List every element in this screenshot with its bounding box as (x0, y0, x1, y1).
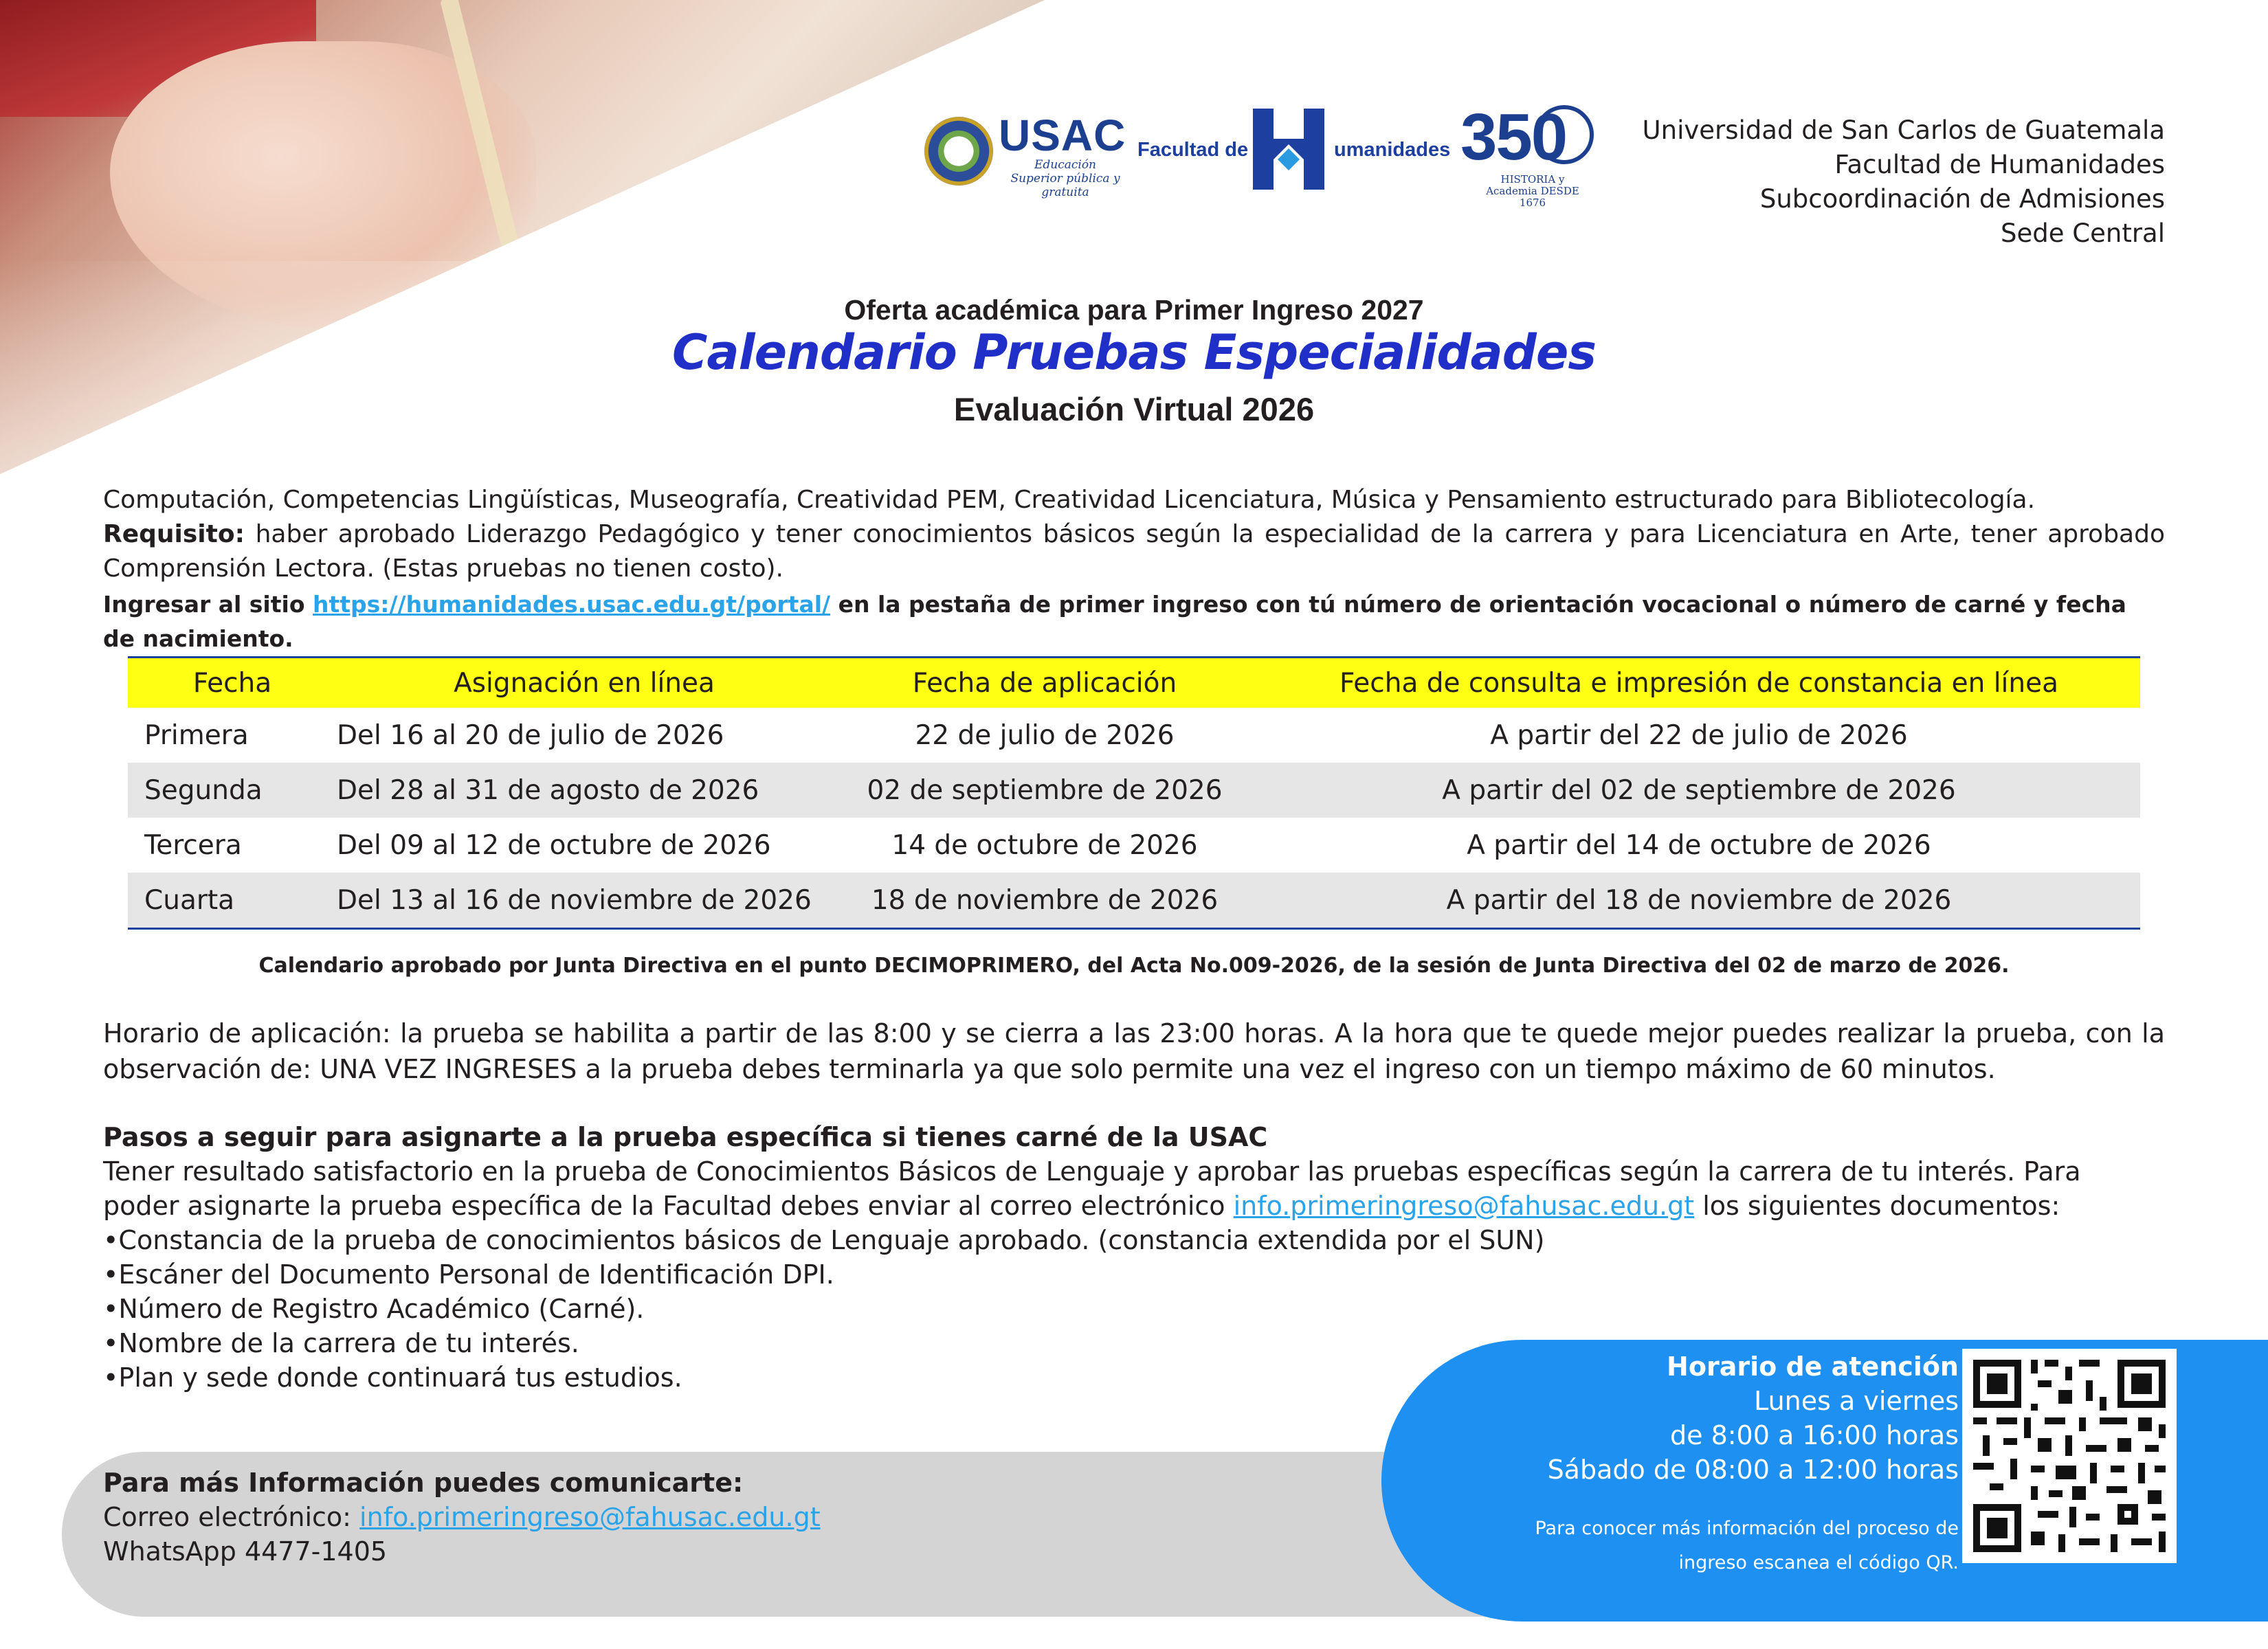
table-cell: A partir del 02 de septiembre de 2026 (1258, 763, 2140, 818)
attention-line: de 8:00 a 16:00 horas (1670, 1420, 1959, 1450)
table-cell: Del 13 al 16 de noviembre de 2026 (337, 873, 832, 929)
humanidades-logo-right: umanidades (1334, 139, 1451, 161)
qr-code-icon[interactable] (1962, 1349, 2177, 1563)
steps-text (103, 1154, 2165, 1223)
contact-email-link[interactable]: info.primeringreso@fahusac.edu.gt (359, 1502, 821, 1532)
table-cell: Del 28 al 31 de agosto de 2026 (337, 763, 832, 818)
title-calendario: Calendario Pruebas Especialidades (672, 324, 1596, 381)
title-oferta: Oferta académica para Primer Ingreso 2027 (844, 294, 1424, 326)
anniversary-number: 350 (1460, 100, 1567, 174)
table-cell: 02 de septiembre de 2026 (832, 763, 1258, 818)
qr-note (1535, 1512, 1959, 1580)
contact-email-label: Correo electrónico: (103, 1502, 360, 1532)
attention-line: Lunes a viernes (1754, 1386, 1959, 1416)
contact-whatsapp: WhatsApp 4477-1405 (103, 1536, 388, 1567)
table-cell: 18 de noviembre de 2026 (832, 873, 1258, 929)
intro-section (103, 483, 2165, 656)
contact-email-line (103, 1500, 821, 1534)
table-row (128, 818, 2140, 873)
table-row (128, 763, 2140, 818)
title-evaluacion: Evaluación Virtual 2026 (953, 391, 1315, 427)
institution-line: Facultad de Humanidades (1834, 150, 2165, 179)
table-cell: 22 de julio de 2026 (915, 719, 1175, 751)
table-cell: A partir del 22 de julio de 2026 (1490, 719, 1908, 751)
usac-logo (924, 110, 1131, 199)
list-item: • Número de Registro Académico (Carné). (103, 1292, 2165, 1326)
attention-heading: Horario de atención (1667, 1351, 1959, 1382)
list-item: • Plan y sede donde continuará tus estudios. (103, 1360, 2165, 1395)
application-schedule: Horario de aplicación: la prueba se habilita a partir de las 8:00 y se cierra a las 23:00 horas. A la hora que te quede mejor puedes realizar la prueba, con la observación de: UNA VEZ INGRESES a la prueba debes terminarla ya que solo permite una vez el ingreso con un tiempo máximo de 60 minutos. (103, 1018, 2165, 1084)
table-cell: Tercera (144, 829, 242, 861)
tests-list: Computación, Competencias Lingüísticas, Museografía, Creatividad PEM, Creatividad Licenciatura, Música y Pensamiento estructurado para Bibliotecología. (103, 486, 2036, 514)
institution-line: Universidad de San Carlos de Guatemala (1642, 115, 2165, 145)
usac-wordmark: USAC (999, 111, 1126, 160)
column-header: Fecha de consulta e impresión de constancia en línea (1258, 658, 2140, 708)
contact-heading: Para más Información puedes comunicarte: (103, 1468, 744, 1498)
column-header: Asignación en línea (337, 658, 832, 708)
table-cell: 14 de octubre de 2026 (891, 829, 1198, 861)
humanidades-h-icon (1247, 109, 1330, 190)
anniversary-subtitle: HISTORIA y Academia DESDE 1676 (1486, 173, 1579, 209)
qr-note-line: ingreso escanea el código QR. (1678, 1552, 1959, 1573)
humanidades-logo-left: Facultad de (1137, 139, 1249, 161)
website-link[interactable]: https://humanidades.usac.edu.gt/portal/ (313, 591, 831, 618)
approval-note: Calendario aprobado por Junta Directiva en el punto DECIMOPRIMERO, del Acta No.009-2026, de la sesión de Junta Directiva del 02 de marzo de 2026. (258, 954, 2010, 978)
table-row (128, 708, 2140, 763)
table-cell: Cuarta (128, 873, 337, 929)
table-cell: Del 16 al 20 de julio de 2026 (337, 719, 724, 751)
institution-line: Sede Central (2001, 218, 2165, 248)
list-item: • Constancia de la prueba de conocimientos básicos de Lenguaje aprobado. (constancia extendida por el SUN) (103, 1223, 2165, 1257)
table-row (128, 873, 2140, 929)
requisito-paragraph (103, 517, 2165, 586)
humanidades-logo (1137, 109, 1451, 191)
steps-text-before: Tener resultado satisfactorio en la prueba de Conocimientos Básicos de Lenguaje y aprobar las pruebas específicas según la carrera de tu interés. Para poder asignarte la prueba específica de la Facultad debes enviar al correo electrónico (103, 1156, 2081, 1221)
contact-panel (62, 1452, 1505, 1617)
website-suffix: en la pestaña de primer ingreso con tú número de orientación vocacional o número de carné y fecha de nacimiento. (103, 591, 2126, 652)
attention-line: Sábado de 08:00 a 12:00 horas (1547, 1455, 1959, 1485)
steps-email-link[interactable]: info.primeringreso@fahusac.edu.gt (1233, 1191, 1695, 1221)
steps-heading: Pasos a seguir para asignarte a la prueba específica si tienes carné de la USAC (103, 1122, 1268, 1152)
institution-line: Subcoordinación de Admisiones (1759, 184, 2165, 214)
calendar-table (128, 656, 2140, 930)
website-instructions (103, 587, 2165, 656)
website-prefix: Ingresar al sitio (103, 591, 313, 618)
anniversary-seal-icon (1535, 105, 1594, 164)
table-cell: Segunda (128, 763, 337, 818)
requisito-text: haber aprobado Liderazgo Pedagógico y tener conocimientos básicos según la especialidad de la carrera y para Licenciatura en Arte, tener aprobado Comprensión Lectora. (Estas pruebas no tienen costo). (103, 520, 2165, 583)
attention-hours (1548, 1349, 1959, 1487)
column-header: Fecha de aplicación (832, 658, 1258, 708)
table-header-row (128, 658, 2140, 708)
qr-note-line: Para conocer más información del proceso de (1535, 1518, 1959, 1539)
requisito-label: Requisito: (103, 520, 245, 548)
list-item: • Nombre de la carrera de tu interés. (103, 1326, 2165, 1360)
institution-block (1643, 113, 2165, 251)
anniversary-logo (1460, 100, 1598, 209)
table-cell: A partir del 18 de noviembre de 2026 (1258, 873, 2140, 929)
steps-text-after: los siguientes documentos: (1694, 1191, 2060, 1221)
table-cell: Del 09 al 12 de octubre de 2026 (337, 829, 771, 861)
list-item: • Escáner del Documento Personal de Identificación DPI. (103, 1257, 2165, 1292)
table-cell: A partir del 14 de octubre de 2026 (1467, 829, 1931, 861)
contact-content (103, 1466, 821, 1569)
column-header: Fecha (128, 658, 337, 708)
table-cell: Primera (144, 719, 249, 751)
usac-seal-icon (924, 117, 993, 186)
usac-subtitle: Educación Superior pública y gratuita (1010, 158, 1120, 199)
